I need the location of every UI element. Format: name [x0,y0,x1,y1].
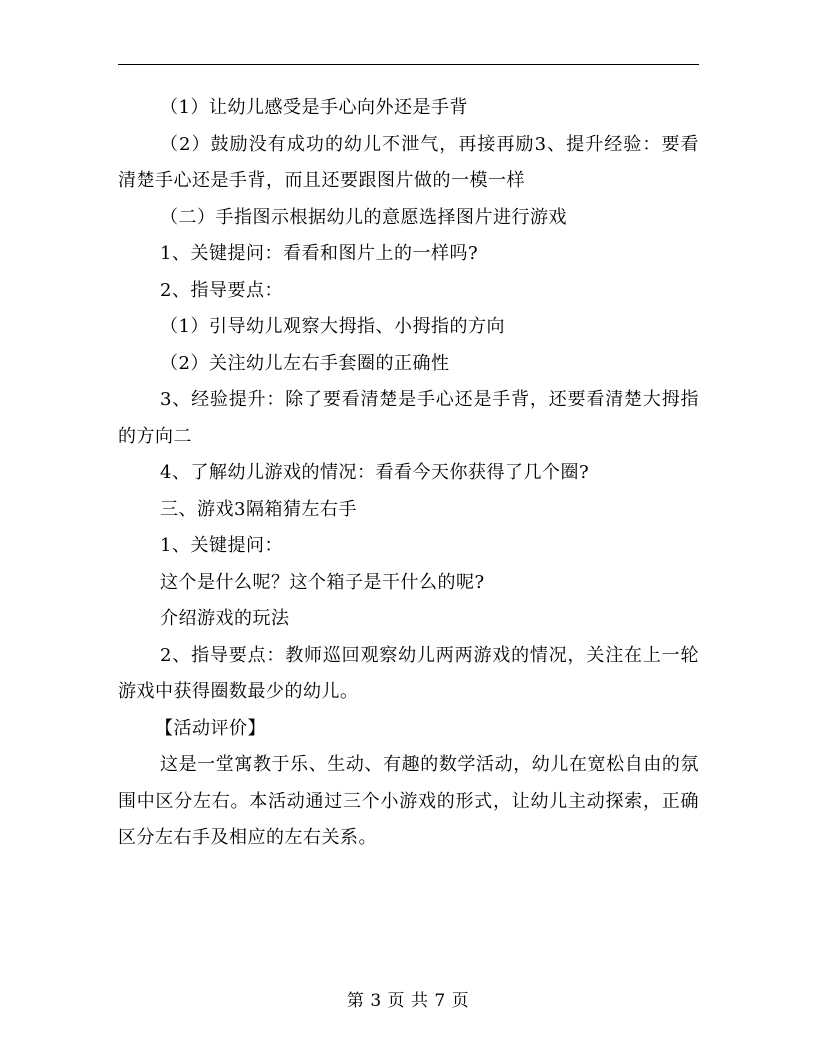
page-footer [0,986,816,1011]
paragraph: （2）关注幼儿左右手套圈的正确性 [160,352,450,374]
paragraph: 2、指导要点： [160,279,283,301]
paragraph: 这个是什么呢？这个箱子是干什么的呢? [160,571,485,593]
paragraph: 介绍游戏的玩法 [160,608,290,629]
paragraph: 1、关键提问：看看和图片上的一样吗? [160,243,479,264]
paragraph: （1）让幼儿感受是手心向外还是手背 [160,97,468,118]
paragraph: 4、了解幼儿游戏的情况：看看今天你获得了几个圈? [160,462,590,483]
section-heading: 【活动评价】 [155,717,266,739]
paragraph: 这是一堂寓教于乐、生动、有趣的数学活动，幼儿在宽松自由的氛围中区分左右。本活动通过三个小游戏的形式，让幼儿主动探索，正确区分左右手及相应的左右关系。 [118,754,699,848]
paragraph: 三、游戏3隔箱猜左右手 [160,498,357,520]
paragraph: （1）引导幼儿观察大拇指、小拇指的方向 [160,316,505,337]
paragraph: 3、经验提升：除了要看清楚是手心还是手背，还要看清楚大拇指的方向二 [118,389,699,447]
page-number: 第 3 页 共 7 页 [346,991,470,1011]
document-body [118,90,699,857]
paragraph: （二）手指图示根据幼儿的意愿选择图片进行游戏 [160,206,567,228]
paragraph: （2）鼓励没有成功的幼儿不泄气，再接再励3、提升经验：要看清楚手心还是手背，而且还要跟图片做的一模一样 [118,133,699,191]
paragraph: 2、指导要点：教师巡回观察幼儿两两游戏的情况，关注在上一轮游戏中获得圈数最少的幼儿。 [118,644,699,702]
paragraph: 1、关键提问： [160,535,283,556]
header-rule [118,64,699,65]
